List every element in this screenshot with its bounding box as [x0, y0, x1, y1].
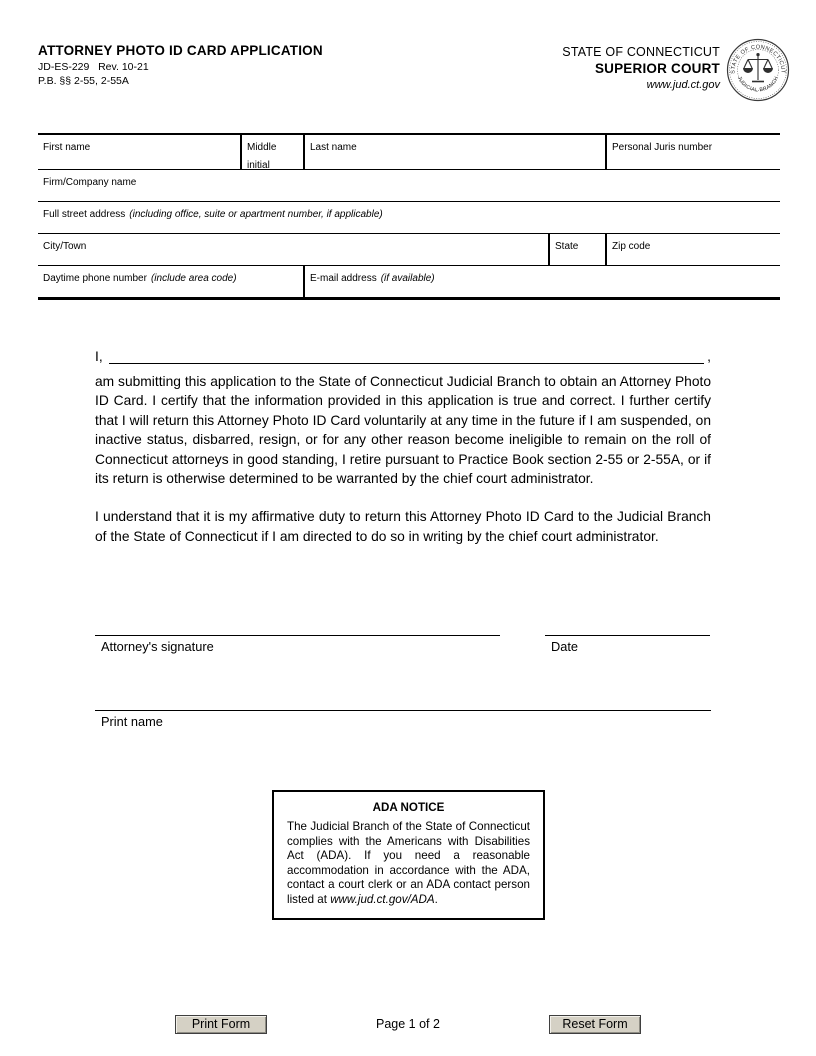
certification-paragraph-2: I understand that it is my affirmative duty to return this Attorney Photo ID Card to the Judicial Branch of the State of Connecticut if I am directed to do so in writing by the chief court administrator.: [95, 509, 711, 544]
middle-initial-field[interactable]: [240, 135, 303, 169]
city-town-label: City/Town: [43, 241, 87, 252]
firm-company-name-label: Firm/Company name: [43, 177, 137, 188]
street-address-field[interactable]: [38, 202, 780, 233]
ada-notice-title: ADA NOTICE: [372, 801, 445, 814]
first-name-label: First name: [43, 142, 91, 153]
print-name-label: Print name: [101, 714, 163, 729]
state-field[interactable]: [548, 234, 605, 265]
declarant-trailing-comma: ,: [707, 348, 711, 364]
daytime-phone-note: (include area code): [150, 273, 237, 284]
table-row: [38, 234, 780, 266]
daytime-phone-label: Daytime phone number: [43, 273, 147, 284]
daytime-phone-field[interactable]: [38, 266, 303, 297]
first-name-field[interactable]: [38, 135, 240, 169]
email-address-field[interactable]: [303, 266, 780, 297]
scales-of-justice-icon: [743, 54, 773, 82]
declarant-name-blank-field[interactable]: [109, 348, 704, 364]
personal-juris-number-field[interactable]: [605, 135, 780, 169]
date-field[interactable]: [545, 635, 710, 654]
court-name: SUPERIOR COURT: [594, 61, 720, 76]
ada-website-text: www.jud.ct.gov/ADA: [330, 892, 435, 906]
print-name-field[interactable]: [95, 710, 711, 729]
email-address-note: (if available): [380, 273, 435, 284]
form-number: JD-ES-229 Rev. 10-21: [38, 61, 149, 73]
judicial-branch-seal-icon: [726, 38, 790, 102]
table-row: [38, 202, 780, 234]
ada-notice-box: [272, 790, 545, 920]
city-town-field[interactable]: [38, 234, 548, 265]
page-number: Page 1 of 2: [376, 1017, 440, 1031]
print-form-button[interactable]: Print Form: [175, 1015, 267, 1034]
attorney-signature-label: Attorney's signature: [101, 639, 214, 654]
personal-juris-number-label: Personal Juris number: [612, 142, 713, 153]
ada-notice-period: .: [434, 892, 438, 906]
certification-section: [95, 346, 711, 565]
ada-notice-body: [287, 820, 530, 908]
ada-notice-text: The Judicial Branch of the State of Connecticut complies with the Americans with Disabilities Act (ADA). If you need a reasonable accommodation in accordance with the ADA, contact a court clerk or an ADA contact person listed at: [287, 820, 530, 906]
table-row: [38, 170, 780, 202]
seal-top-text: STATE OF CONNECTICUT: [730, 44, 786, 74]
zip-code-field[interactable]: [605, 234, 780, 265]
declarant-name-line: [95, 346, 711, 366]
street-address-label: Full street address: [43, 209, 126, 220]
last-name-field[interactable]: [303, 135, 605, 169]
applicant-info-table: [38, 133, 780, 300]
zip-code-label: Zip code: [612, 241, 651, 252]
table-row: [38, 266, 780, 297]
state-name: STATE OF CONNECTICUT: [562, 45, 720, 59]
table-row: [38, 135, 780, 170]
last-name-label: Last name: [310, 142, 357, 153]
form-header-right: [562, 45, 720, 91]
form-header-left: [38, 43, 323, 87]
practice-book-reference: P.B. §§ 2-55, 2-55A: [38, 75, 129, 87]
email-address-label: E-mail address: [310, 273, 377, 284]
seal-bottom-text: JUDICIAL BRANCH: [735, 75, 781, 94]
attorney-signature-field[interactable]: [95, 635, 500, 654]
reset-form-button[interactable]: Reset Form: [549, 1015, 641, 1034]
date-label: Date: [551, 639, 579, 654]
street-address-note: (including office, suite or apartment number, if applicable): [129, 209, 383, 220]
firm-company-name-field[interactable]: [38, 170, 780, 201]
form-title: ATTORNEY PHOTO ID CARD APPLICATION: [38, 43, 323, 58]
state-label: State: [555, 241, 579, 252]
declarant-lead-text: I,: [95, 348, 103, 364]
certification-paragraph-1: am submitting this application to the State of Connecticut Judicial Branch to obtain an Attorney Photo ID Card. I certify that the information provided in this application is true and correct. I further certify that I will return this Attorney Photo ID Card voluntarily at any time in the future if I am suspended, on inactive status, disbarred, resign, or for any other reason become ineligible to remain on the roll of Connecticut attorneys in good standing, I retire pursuant to Practice Book section 2-55 or 2-55A, or if its return is otherwise determined to be warranted by the chief court administrator.: [95, 374, 711, 487]
middle-initial-label: Middle initial: [247, 142, 277, 171]
court-website: www.jud.ct.gov: [646, 79, 720, 91]
